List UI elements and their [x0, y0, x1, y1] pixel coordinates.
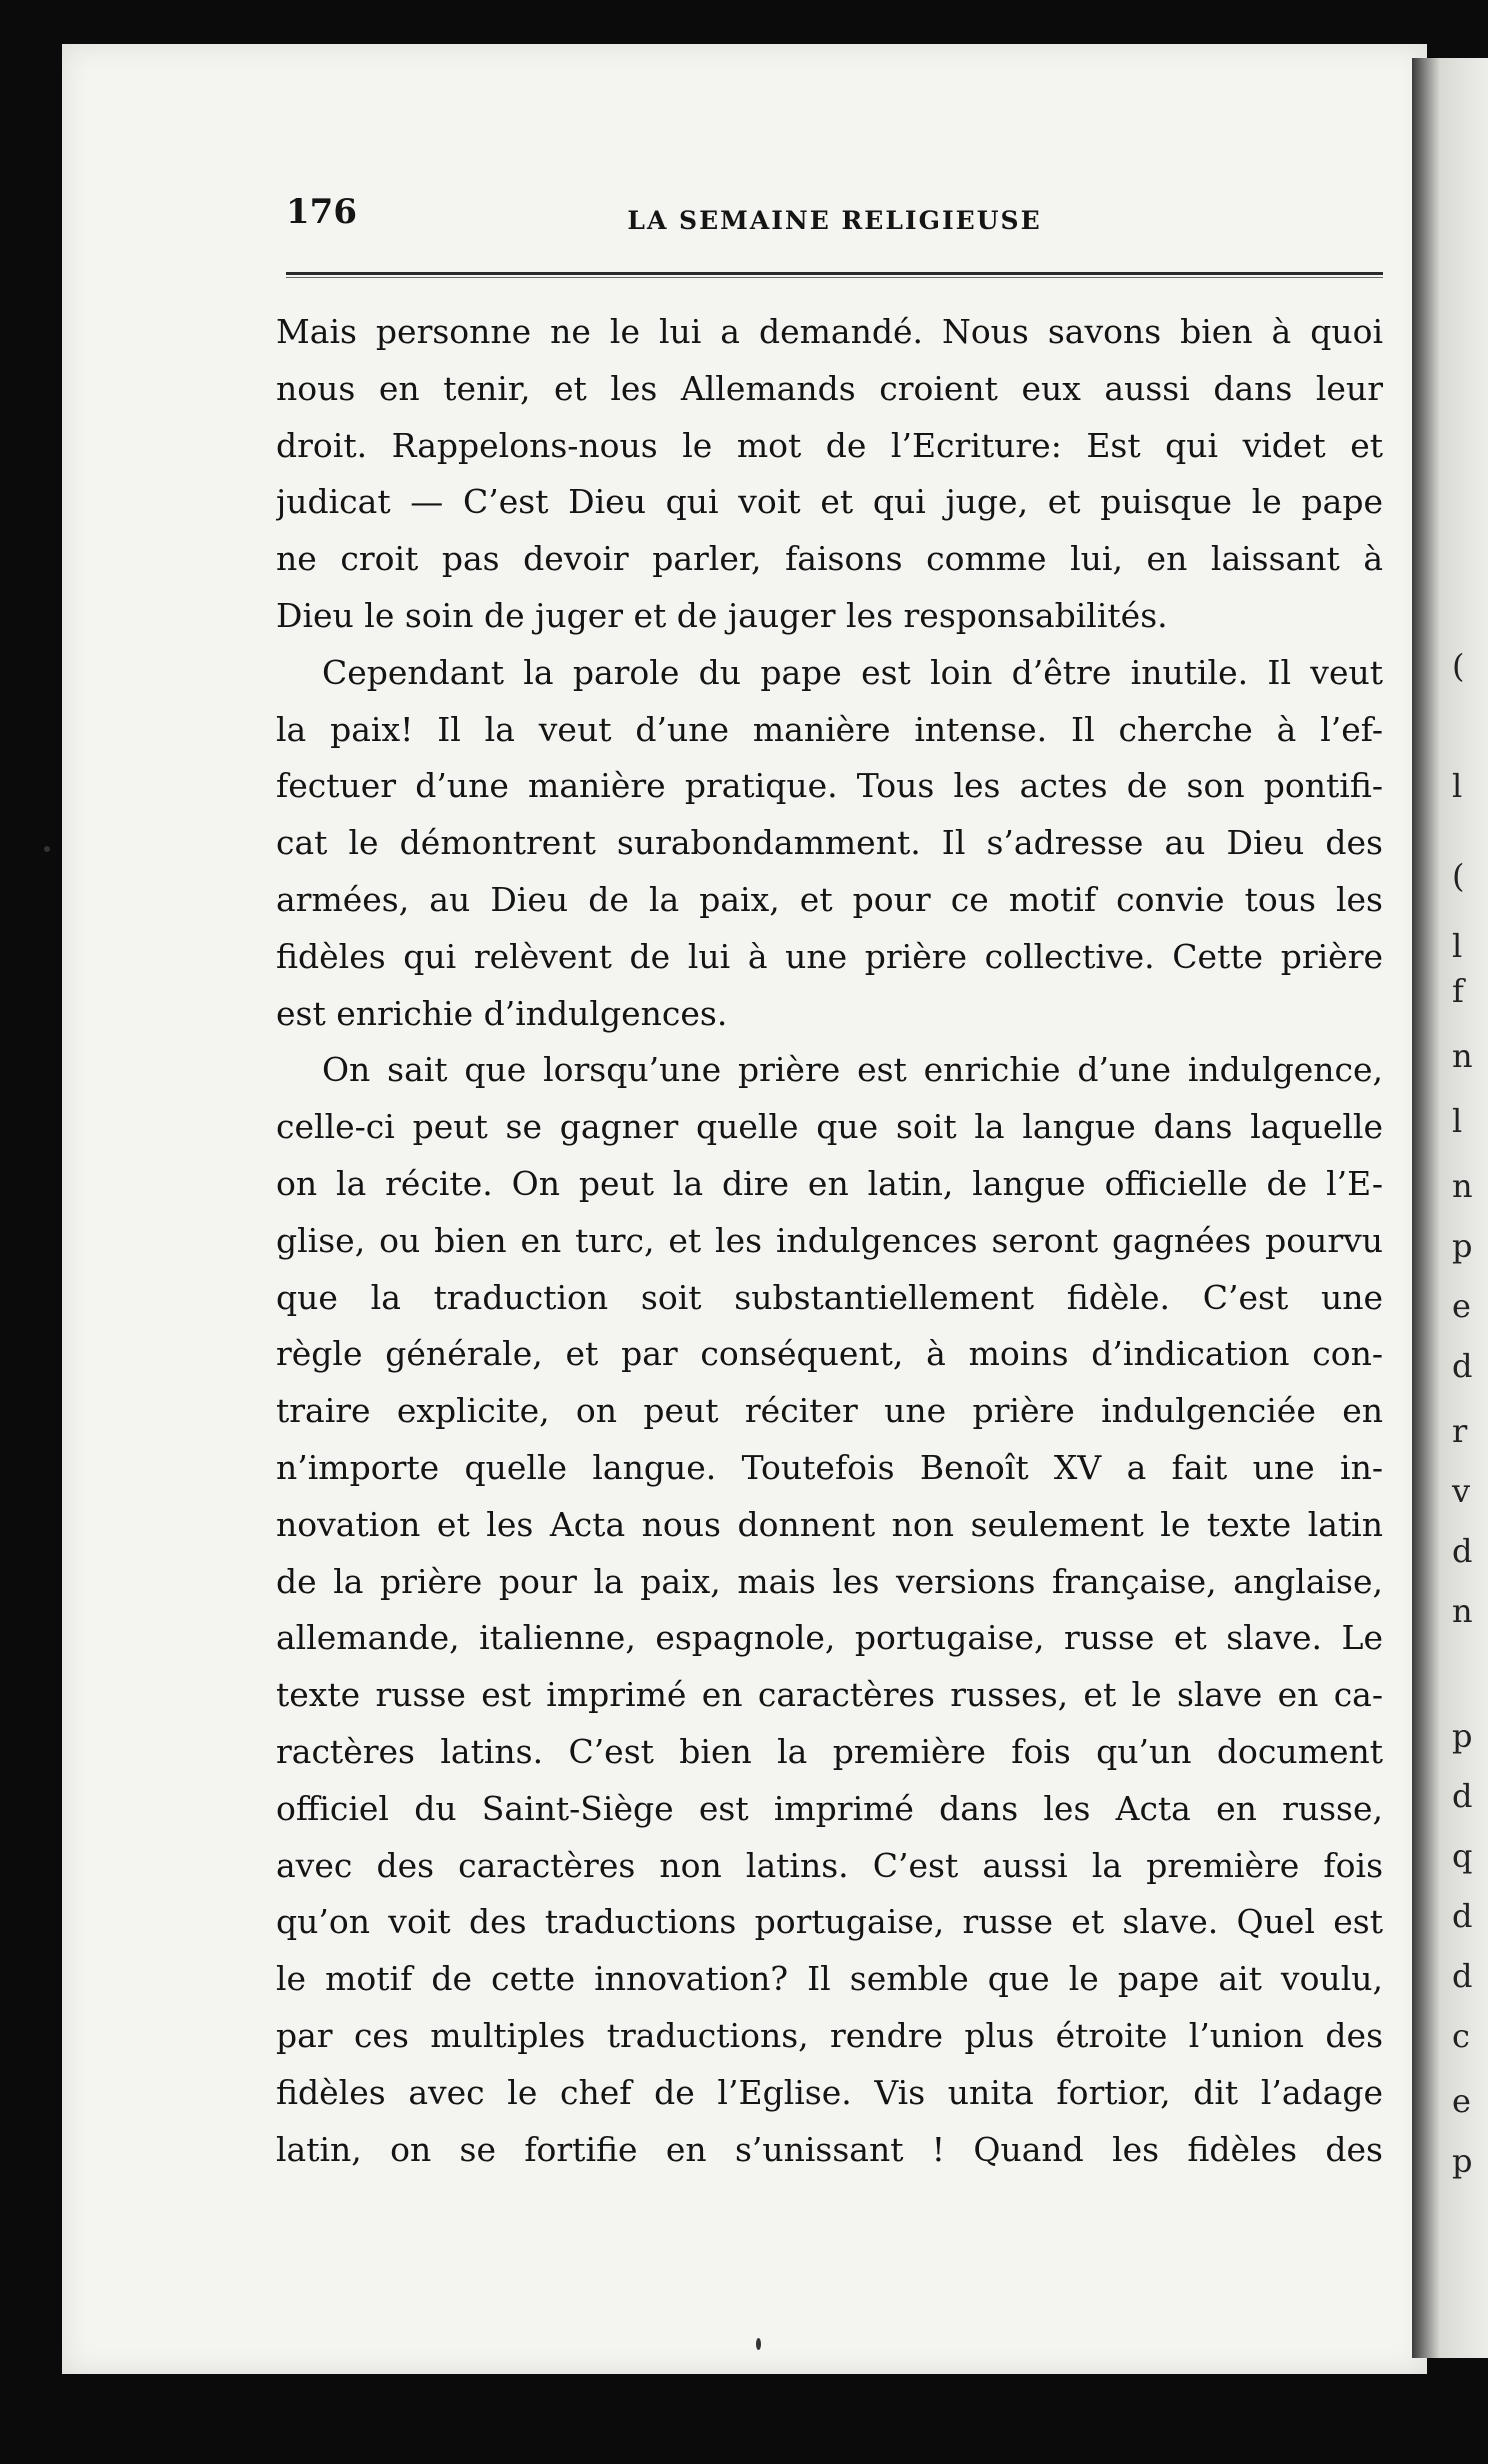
- scan-speck: [44, 846, 50, 852]
- header-rule-thin: [286, 277, 1383, 278]
- facing-page-letter: r: [1452, 1412, 1468, 1450]
- text-line: de la prière pour la paix, mais les versions française, anglaise,: [276, 1561, 1383, 1601]
- text-line: on la récite. On peut la dire en latin, langue officielle de l’E-: [276, 1163, 1383, 1203]
- facing-page-letter: n: [1452, 1592, 1473, 1630]
- text-line: glise, ou bien en turc, et les indulgences seront gagnées pourvu: [276, 1220, 1383, 1260]
- facing-page-letter: l: [1452, 927, 1463, 965]
- text-line: celle-ci peut se gagner quelle que soit la langue dans laquelle: [276, 1107, 1383, 1147]
- text-line: avec des caractères non latins. C’est aussi la première fois: [276, 1845, 1383, 1885]
- text-line: latin, on se fortifie en s’unissant ! Quand les fidèles des: [276, 2129, 1383, 2169]
- facing-page-letter: q: [1452, 1837, 1473, 1875]
- text-line: ne croit pas devoir parler, faisons comme lui, en laissant à: [276, 539, 1383, 579]
- facing-page-letter: p: [1452, 1717, 1473, 1755]
- text-line: droit. Rappelons-nous le mot de l’Ecriture: Est qui videt et: [276, 425, 1383, 465]
- text-line: texte russe est imprimé en caractères russes, et le slave en ca-: [276, 1675, 1383, 1715]
- text-line: novation et les Acta nous donnent non seulement le texte latin: [276, 1504, 1383, 1544]
- facing-page-letter: n: [1452, 1037, 1473, 1075]
- facing-page-letter: f: [1452, 972, 1464, 1010]
- facing-page-letter: l: [1452, 767, 1463, 805]
- facing-page-letter: c: [1452, 2017, 1470, 2055]
- text-line: par ces multiples traductions, rendre plus étroite l’union des: [276, 2015, 1383, 2055]
- text-line: est enrichie d’indulgences.: [276, 993, 728, 1033]
- facing-page-letter: l: [1452, 1102, 1463, 1140]
- text-line: Mais personne ne le lui a demandé. Nous savons bien à quoi: [276, 312, 1383, 351]
- facing-page-letter: d: [1452, 1347, 1473, 1385]
- facing-page-letter: p: [1452, 1227, 1473, 1265]
- facing-page-letter: d: [1452, 1957, 1473, 1995]
- text-line: que la traduction soit substantiellement fidèle. C’est une: [276, 1277, 1383, 1317]
- facing-page-letter: e: [1452, 1287, 1471, 1325]
- facing-page-letter: d: [1452, 1777, 1473, 1815]
- text-line: règle générale, et par conséquent, à moins d’indication con-: [276, 1334, 1383, 1374]
- text-line: traire explicite, on peut réciter une prière indulgenciée en: [276, 1391, 1383, 1431]
- text-line: ractères latins. C’est bien la première fois qu’un document: [276, 1731, 1383, 1771]
- text-line: On sait que lorsqu’une prière est enrichie d’une indulgence,: [322, 1050, 1383, 1090]
- text-line: n’importe quelle langue. Toutefois Benoît XV a fait une in-: [276, 1447, 1383, 1487]
- page-header: [286, 192, 1383, 242]
- text-line: Dieu le soin de juger et de jauger les responsabilités.: [276, 595, 1168, 635]
- body-text: [276, 304, 1383, 2178]
- running-title: LA SEMAINE RELIGIEUSE: [627, 206, 1042, 235]
- facing-page-letter: d: [1452, 1532, 1473, 1570]
- facing-page-letter: p: [1452, 2142, 1473, 2180]
- text-line: armées, au Dieu de la paix, et pour ce motif convie tous les: [276, 879, 1383, 919]
- facing-page-letter: (: [1452, 857, 1465, 895]
- text-line: fectuer d’une manière pratique. Tous les actes de son pontifi-: [276, 766, 1383, 806]
- text-line: fidèles qui relèvent de lui à une prière collective. Cette prière: [276, 936, 1383, 976]
- facing-page-letter: e: [1452, 2082, 1471, 2120]
- facing-page-letter: d: [1452, 1897, 1473, 1935]
- facing-page-letter: v: [1452, 1472, 1471, 1510]
- header-rule: [286, 272, 1383, 275]
- page-number: 176: [286, 192, 357, 232]
- text-line: le motif de cette innovation? Il semble que le pape ait voulu,: [276, 1959, 1383, 1999]
- text-line: la paix! Il la veut d’une manière intense. Il cherche à l’ef-: [276, 709, 1383, 749]
- text-line: allemande, italienne, espagnole, portugaise, russe et slave. Le: [276, 1618, 1383, 1658]
- text-line: fidèles avec le chef de l’Eglise. Vis unita fortior, dit l’adage: [276, 2072, 1383, 2112]
- text-line: Cependant la parole du pape est loin d’être inutile. Il veut: [322, 652, 1383, 692]
- facing-page-letter: n: [1452, 1167, 1473, 1205]
- text-line: cat le démontrent surabondamment. Il s’adresse au Dieu des: [276, 823, 1383, 863]
- text-line: officiel du Saint-Siège est imprimé dans les Acta en russe,: [276, 1788, 1383, 1828]
- scan-speck: [756, 2338, 761, 2350]
- facing-page-edge: [1412, 58, 1488, 2358]
- text-line: qu’on voit des traductions portugaise, russe et slave. Quel est: [276, 1902, 1383, 1942]
- text-line: nous en tenir, et les Allemands croient eux aussi dans leur: [276, 368, 1383, 408]
- facing-page-letter: (: [1452, 647, 1465, 685]
- text-line: judicat — C’est Dieu qui voit et qui juge, et puisque le pape: [276, 482, 1383, 522]
